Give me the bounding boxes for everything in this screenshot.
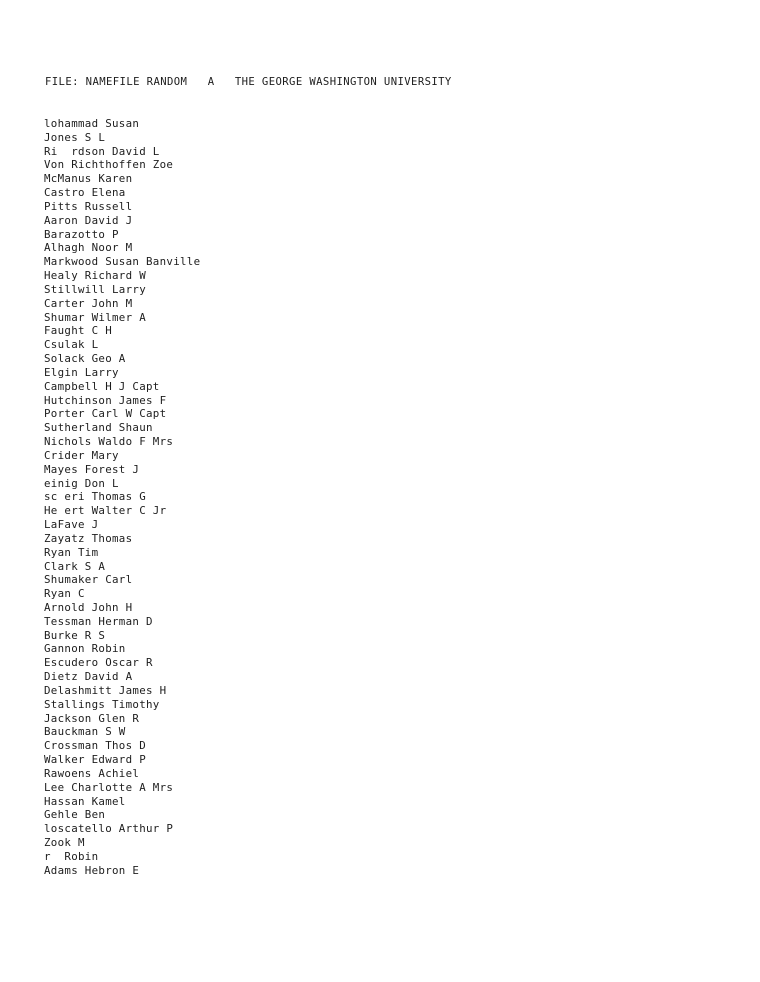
name-entry: McManus Karen	[44, 172, 133, 186]
name-entry: Faught C H	[44, 324, 113, 338]
name-entry: Arnold John H	[44, 600, 133, 614]
name-entry: Crossman Thos D	[44, 739, 147, 753]
name-entry: loscatello Arthur P	[44, 822, 174, 836]
name-entry: Clark S A	[44, 559, 106, 573]
name-entry: Bauckman S W	[44, 725, 126, 739]
name-entry: Castro Elena	[44, 186, 126, 200]
name-entry: Shumaker Carl	[44, 573, 133, 587]
name-entry: Gehle Ben	[44, 808, 106, 822]
name-entry: Escudero Oscar R	[44, 656, 153, 670]
name-entry: Shumar Wilmer A	[44, 310, 147, 324]
name-entry: Campbell H J Capt	[44, 379, 160, 393]
name-entry: Sutherland Shaun	[44, 421, 153, 435]
name-entry: einig Don L	[44, 476, 119, 490]
name-entry: Lee Charlotte A Mrs	[44, 780, 174, 794]
name-entry: Aaron David J	[44, 213, 133, 227]
name-entry: Mayes Forest J	[44, 462, 140, 476]
name-entry: Markwood Susan Banville	[44, 255, 201, 269]
name-entry: Elgin Larry	[44, 365, 119, 379]
name-entry: Jones S L	[44, 130, 106, 144]
name-entry: Healy Richard W	[44, 269, 147, 283]
name-entry: lohammad Susan	[44, 117, 140, 130]
name-entry: Hutchinson James F	[44, 393, 167, 407]
name-entry: Pitts Russell	[44, 199, 133, 213]
name-entry: Stallings Timothy	[44, 697, 160, 711]
name-entry: sc eri Thomas G	[44, 490, 147, 504]
name-entry: Stillwill Larry	[44, 282, 147, 296]
name-entry: Von Richthoffen Zoe	[44, 158, 174, 172]
name-entry: Adams Hebron E	[44, 863, 140, 877]
name-entry: Jackson Glen R	[44, 711, 140, 725]
name-entry: r Robin	[44, 849, 99, 863]
institution-name: THE GEORGE WASHINGTON UNIVERSITY	[234, 76, 452, 88]
name-entry: Alhagh Noor M	[44, 241, 133, 255]
name-entry: LaFave J	[44, 518, 99, 532]
name-entry: Zayatz Thomas	[44, 531, 133, 545]
name-entry: Crider Mary	[44, 448, 119, 462]
name-entry: Delashmitt James H	[44, 683, 167, 697]
name-entry: Nichols Waldo F Mrs	[44, 435, 174, 449]
name-entry: Barazotto P	[44, 227, 119, 241]
name-entry: Dietz David A	[44, 670, 133, 684]
name-entry: Zook M	[44, 836, 85, 850]
name-entry: Porter Carl W Capt	[44, 407, 167, 421]
name-entry: Walker Edward P	[44, 753, 147, 767]
name-entry: Hassan Kamel	[44, 794, 126, 808]
file-header	[45, 76, 452, 88]
name-entry: Ryan Tim	[44, 545, 99, 559]
file-mode: A	[207, 76, 215, 88]
name-entry: Solack Geo A	[44, 352, 126, 366]
name-entry: Ryan C	[44, 587, 85, 601]
name-entry: Ri rdson David L	[44, 144, 160, 158]
file-label: FILE: NAMEFILE RANDOM	[45, 76, 188, 88]
name-entry: Tessman Herman D	[44, 614, 153, 628]
name-list	[44, 117, 200, 878]
name-entry: Carter John M	[44, 296, 133, 310]
name-entry: Burke R S	[44, 628, 106, 642]
name-entry: Rawoens Achiel	[44, 766, 140, 780]
name-entry: Gannon Robin	[44, 642, 126, 656]
name-entry: He ert Walter C Jr	[44, 504, 167, 518]
name-entry: Csulak L	[44, 338, 99, 352]
